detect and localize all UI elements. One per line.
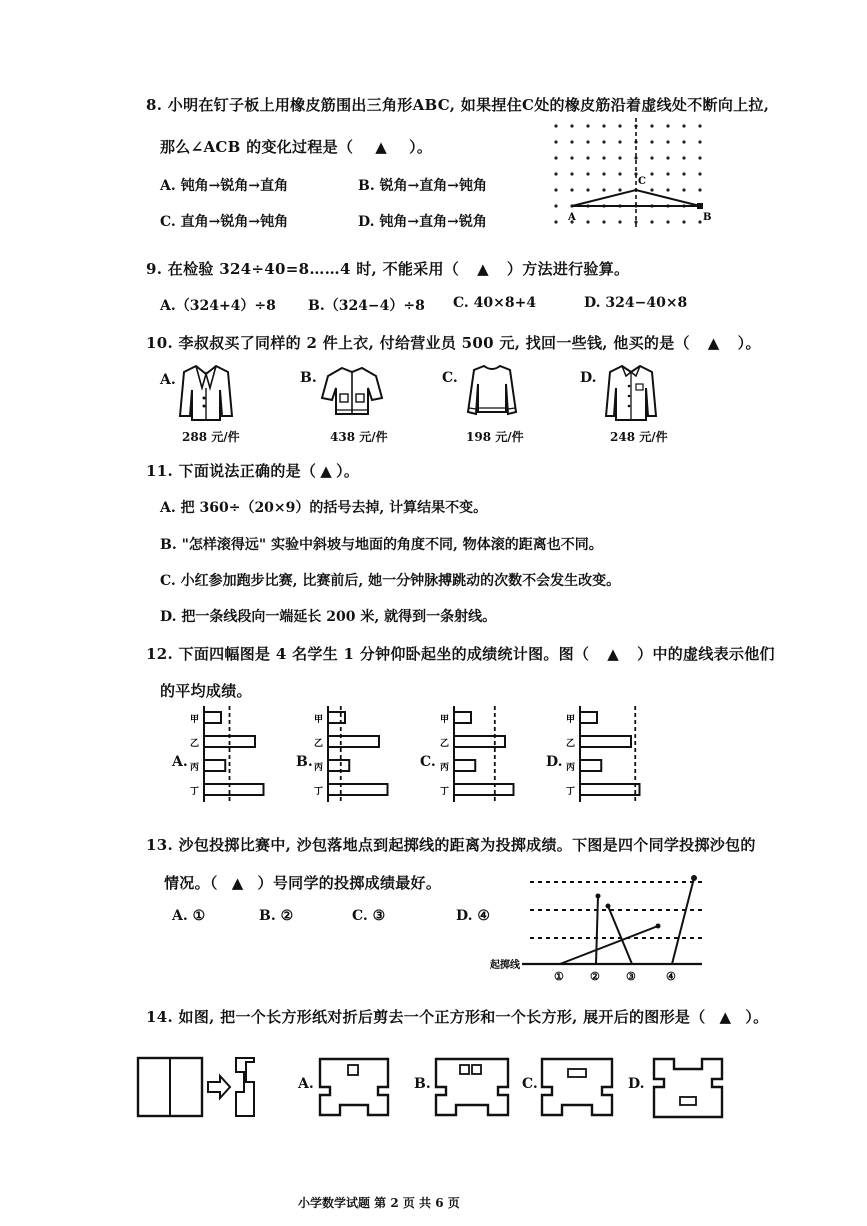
- sweater-icon[interactable]: [466, 362, 518, 420]
- q10-question: [146, 332, 761, 353]
- pegboard-peg: [682, 188, 685, 191]
- chart-bar: [328, 760, 349, 771]
- label-b: B: [703, 212, 712, 223]
- q8-option-a[interactable]: A. 钝角→锐角→直角: [160, 178, 289, 194]
- pegboard-peg: [698, 124, 701, 127]
- pegboard-peg: [570, 156, 573, 159]
- pegboard-peg: [666, 140, 669, 143]
- q9-option-b[interactable]: B.（324−4）÷8: [308, 298, 425, 314]
- q9-text-post: ）方法进行验算。: [506, 260, 630, 278]
- pegboard-peg: [586, 188, 589, 191]
- q10-price-a: 288 元/件: [182, 430, 240, 444]
- chart-bar: [580, 712, 597, 723]
- q14-option-a-shape[interactable]: [318, 1057, 390, 1117]
- answer-blank-triangle-icon[interactable]: ▲: [375, 138, 388, 156]
- chart-row-label: 乙: [314, 739, 324, 749]
- q14-option-d-shape[interactable]: [652, 1057, 724, 1119]
- chart-row-label: 乙: [190, 739, 200, 749]
- pegboard-peg: [682, 172, 685, 175]
- q13-marker-3: ③: [626, 970, 636, 983]
- pegboard-peg: [602, 220, 605, 223]
- q13-option-d[interactable]: D. ④: [456, 908, 490, 924]
- q13-marker-4: ④: [666, 970, 676, 983]
- q13-line1: 13. 沙包投掷比赛中, 沙包落地点到起掷线的距离为投掷成绩。下图是四个同学投掷沙包的: [146, 836, 756, 854]
- q8-line1: 8. 小明在钉子板上用橡皮筋围出三角形ABC, 如果捏住C处的橡皮筋沿着虚线处不断向上拉,: [146, 96, 770, 114]
- q13-marker-1: ①: [554, 970, 564, 983]
- pegboard-peg: [698, 156, 701, 159]
- q14-text-post: ）。: [745, 1008, 769, 1026]
- answer-blank-triangle-icon[interactable]: ▲: [477, 260, 489, 278]
- q11-option-c[interactable]: C. 小红参加跑步比赛, 比赛前后, 她一分钟脉搏跳动的次数不会发生改变。: [160, 573, 621, 589]
- chart-row-label: 丙: [190, 763, 200, 773]
- chart-bar: [580, 784, 640, 795]
- pegboard-peg: [602, 124, 605, 127]
- chart-row-label: 丙: [314, 763, 324, 773]
- q12-line2: 的平均成绩。: [160, 682, 252, 700]
- q12-chart-label-d[interactable]: D.: [546, 754, 563, 770]
- chart-bar: [328, 712, 345, 723]
- pegboard-peg: [682, 156, 685, 159]
- chart-row-label: 丁: [440, 787, 450, 797]
- chart-bar: [204, 712, 221, 723]
- pegboard-peg: [650, 140, 653, 143]
- chart-bar: [454, 784, 514, 795]
- pegboard-peg: [666, 124, 669, 127]
- pegboard-peg: [650, 220, 653, 223]
- q10-text-post: ）。: [737, 334, 761, 352]
- chart-bar: [454, 712, 471, 723]
- q14-folding-diagram: [136, 1052, 256, 1122]
- chart-row-label: 丙: [566, 763, 576, 773]
- pegboard-peg: [698, 140, 701, 143]
- q8-option-d[interactable]: D. 钝角→直角→锐角: [358, 214, 487, 230]
- pegboard-peg: [618, 156, 621, 159]
- pegboard-peg: [698, 172, 701, 175]
- q13-line2: [164, 872, 441, 893]
- pegboard-peg: [586, 220, 589, 223]
- q8-pegboard-figure: [548, 118, 718, 236]
- q11-option-b[interactable]: B. "怎样滚得远" 实验中斜坡与地面的角度不同, 物体滚的距离也不同。: [160, 537, 603, 553]
- answer-blank-triangle-icon[interactable]: ▲: [707, 334, 720, 352]
- q12-chart-label-a[interactable]: A.: [172, 754, 188, 770]
- label-c: C: [638, 176, 646, 187]
- q14-label-c[interactable]: C.: [522, 1076, 538, 1092]
- q11-text-pre: 11. 下面说法正确的是（: [146, 462, 317, 480]
- label-a: A: [568, 212, 576, 223]
- chart-row-label: 丙: [440, 763, 450, 773]
- pegboard-peg: [554, 188, 557, 191]
- pegboard-peg: [618, 124, 621, 127]
- chart-bar: [204, 760, 225, 771]
- pegboard-peg: [554, 140, 557, 143]
- pegboard-peg: [602, 156, 605, 159]
- q10-price-b: 438 元/件: [330, 430, 388, 444]
- q14-text-pre: 14. 如图, 把一个长方形纸对折后剪去一个正方形和一个长方形, 展开后的图形是（: [146, 1008, 706, 1026]
- q12-line1-post: ）中的虚线表示他们: [637, 645, 775, 663]
- q12-bar-chart-b: [314, 706, 404, 802]
- chart-bar: [454, 760, 475, 771]
- chart-row-label: 丁: [566, 787, 576, 797]
- q12-bar-chart-d: [566, 706, 656, 802]
- q13-option-a[interactable]: A. ①: [172, 908, 206, 924]
- q13-throw-diagram: [490, 870, 710, 983]
- chart-bar: [454, 736, 505, 747]
- q14-option-b-shape[interactable]: [434, 1057, 510, 1117]
- pegboard-peg: [666, 172, 669, 175]
- pegboard-peg: [554, 156, 557, 159]
- q9-option-c[interactable]: C. 40×8+4: [453, 295, 537, 311]
- pegboard-peg: [554, 204, 557, 207]
- answer-blank-triangle-icon[interactable]: ▲: [607, 645, 620, 663]
- pegboard-peg: [698, 220, 701, 223]
- chart-row-label: 丁: [314, 787, 324, 797]
- pegboard-peg: [602, 140, 605, 143]
- chart-row-label: 乙: [440, 739, 450, 749]
- q8-line2-post: ）。: [409, 138, 433, 156]
- chart-bar: [580, 760, 601, 771]
- q10-label-d[interactable]: D.: [580, 370, 597, 386]
- q14-label-b[interactable]: B.: [414, 1076, 431, 1092]
- pegboard-peg: [698, 188, 701, 191]
- chart-bar: [328, 784, 388, 795]
- pegboard-peg: [554, 220, 557, 223]
- q12-bar-chart-c: [440, 706, 530, 802]
- pegboard-peg: [666, 156, 669, 159]
- page-footer: 小学数学试题 第 2 页 共 6 页: [298, 1196, 460, 1210]
- chart-row-label: 甲: [314, 715, 324, 725]
- pegboard-peg: [586, 124, 589, 127]
- q12-chart-label-b[interactable]: B.: [296, 754, 313, 770]
- pegboard-peg: [682, 220, 685, 223]
- q12-line1: [146, 643, 775, 664]
- pegboard-peg: [666, 188, 669, 191]
- pegboard-peg: [570, 172, 573, 175]
- q12-bar-chart-a: [190, 706, 280, 802]
- q9-option-a[interactable]: A.（324+4）÷8: [160, 298, 276, 314]
- q10-text-pre: 10. 李叔叔买了同样的 2 件上衣, 付给营业员 500 元, 找回一些钱, 他买的是（: [146, 334, 690, 352]
- q10-label-a[interactable]: A.: [160, 372, 176, 388]
- pegboard-peg: [650, 124, 653, 127]
- chart-row-label: 丁: [190, 787, 200, 797]
- pegboard-peg: [666, 220, 669, 223]
- pegboard-peg: [570, 188, 573, 191]
- q10-label-b[interactable]: B.: [300, 370, 317, 386]
- chart-bar: [328, 736, 379, 747]
- pegboard-peg: [586, 156, 589, 159]
- q8-option-c[interactable]: C. 直角→锐角→钝角: [160, 214, 289, 230]
- q12-line1-pre: 12. 下面四幅图是 4 名学生 1 分钟仰卧起坐的成绩统计图。图（: [146, 645, 590, 663]
- q12-chart-label-c[interactable]: C.: [420, 754, 436, 770]
- pegboard-peg: [554, 172, 557, 175]
- q14-label-a[interactable]: A.: [298, 1076, 314, 1092]
- q13-option-b[interactable]: B. ②: [259, 908, 294, 924]
- pegboard-peg: [554, 124, 557, 127]
- q11-option-a[interactable]: A. 把 360÷（20×9）的括号去掉, 计算结果不变。: [160, 500, 488, 516]
- q13-line2-post: ）号同学的投掷成绩最好。: [257, 874, 442, 892]
- pegboard-peg: [618, 172, 621, 175]
- q10-price-c: 198 元/件: [466, 430, 524, 444]
- pegboard-peg: [682, 140, 685, 143]
- q8-option-b[interactable]: B. 锐角→直角→钝角: [358, 178, 488, 194]
- q14-label-d[interactable]: D.: [628, 1076, 645, 1092]
- q9-question: [146, 258, 629, 279]
- pegboard-peg: [650, 188, 653, 191]
- pegboard-peg: [586, 172, 589, 175]
- q13-option-c[interactable]: C. ③: [352, 908, 386, 924]
- pegboard-peg: [650, 156, 653, 159]
- chart-row-label: 乙: [566, 739, 576, 749]
- answer-blank-triangle-icon[interactable]: ▲: [719, 1008, 732, 1026]
- pegboard-peg: [618, 140, 621, 143]
- q9-option-d[interactable]: D. 324−40×8: [584, 295, 688, 311]
- q11-text-post: ）。: [336, 462, 360, 480]
- q9-text-pre: 9. 在检验 324÷40=8……4 时, 不能采用（: [146, 260, 460, 278]
- chart-row-label: 甲: [440, 715, 450, 725]
- chart-bar: [204, 784, 264, 795]
- point-b-marker: [697, 203, 703, 209]
- pegboard-peg: [618, 188, 621, 191]
- q13-line2-pre: 情况。（: [164, 874, 218, 892]
- suit-jacket-icon[interactable]: [178, 362, 234, 422]
- q14-option-c-shape[interactable]: [540, 1057, 614, 1117]
- q13-marker-2: ②: [590, 970, 600, 983]
- q13-baseline-label: 起掷线: [490, 960, 520, 971]
- pegboard-peg: [586, 140, 589, 143]
- pegboard-peg: [618, 220, 621, 223]
- q11-option-d[interactable]: D. 把一条线段向一端延长 200 米, 就得到一条射线。: [160, 609, 497, 625]
- q10-price-d: 248 元/件: [610, 430, 668, 444]
- answer-blank-triangle-icon[interactable]: ▲: [320, 462, 333, 480]
- shirt-icon[interactable]: [604, 362, 658, 422]
- pegboard-peg: [570, 140, 573, 143]
- zip-jacket-icon[interactable]: [320, 364, 384, 416]
- q10-label-c[interactable]: C.: [442, 370, 458, 386]
- pegboard-peg: [602, 188, 605, 191]
- pegboard-peg: [570, 124, 573, 127]
- q14-question: [146, 1006, 768, 1027]
- pegboard-peg: [650, 172, 653, 175]
- q11-question: [146, 460, 359, 481]
- chart-bar: [580, 736, 631, 747]
- q8-line2-pre: 那么∠ACB 的变化过程是（: [160, 138, 354, 156]
- q8-line2: [160, 136, 432, 157]
- pegboard-peg: [682, 124, 685, 127]
- chart-row-label: 甲: [566, 715, 576, 725]
- answer-blank-triangle-icon[interactable]: ▲: [231, 874, 244, 892]
- chart-row-label: 甲: [190, 715, 200, 725]
- pegboard-peg: [602, 172, 605, 175]
